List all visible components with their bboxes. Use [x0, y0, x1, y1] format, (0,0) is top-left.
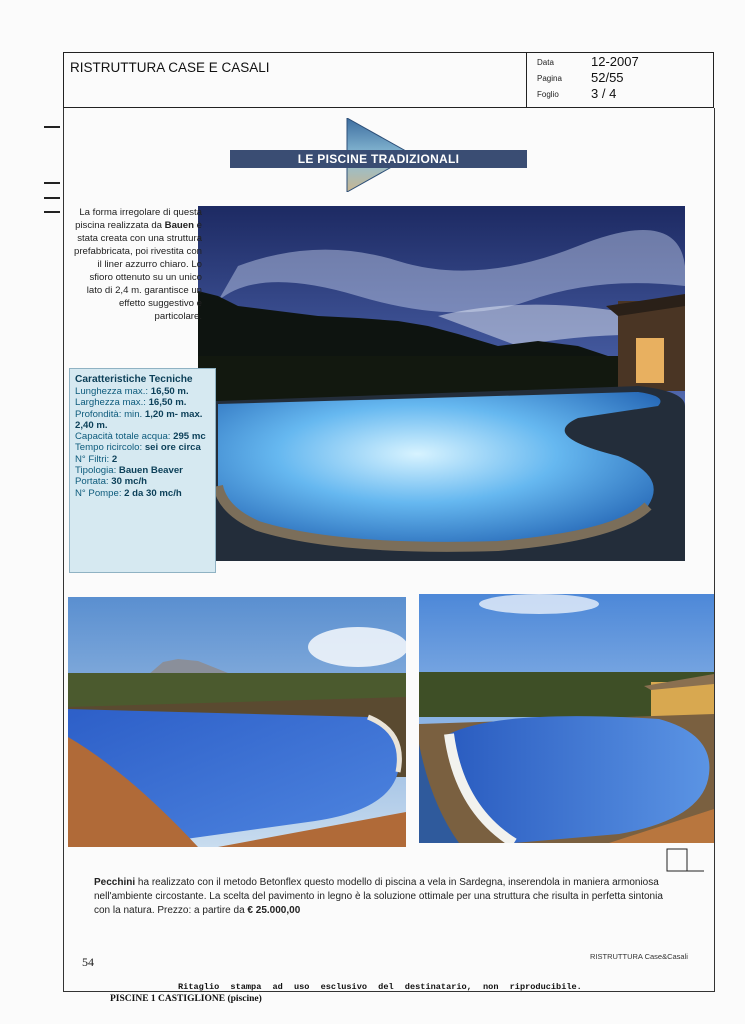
spec-row — [75, 386, 211, 397]
spec-label: Portata: — [75, 476, 112, 488]
spec-label: Tipologia: — [75, 465, 119, 477]
corner-box-mark — [666, 848, 706, 880]
page-number: 54 — [82, 955, 94, 969]
main-pool-photo — [198, 206, 685, 561]
margin-mark — [44, 211, 60, 213]
spec-row — [75, 454, 211, 465]
header-divider — [526, 52, 527, 108]
spec-label: Tempo ricircolo: — [75, 442, 145, 454]
spec-label: Larghezza max.: — [75, 397, 149, 409]
spec-row — [75, 465, 211, 476]
date-label: Data — [537, 58, 554, 67]
spec-row — [75, 442, 211, 453]
spec-label: N° Filtri: — [75, 453, 112, 465]
spec-label: Capacità totale acqua: — [75, 431, 174, 443]
caption-brand: Pecchini — [94, 877, 136, 888]
photo-caption — [94, 876, 664, 918]
spec-row — [75, 488, 211, 499]
magazine-name: RISTRUTTURA Case&Casali — [590, 952, 688, 961]
caption-price: € 25.000,00 — [247, 905, 301, 916]
spec-label: Lunghezza max.: — [75, 386, 151, 397]
page-label: Pagina — [537, 74, 562, 83]
spec-value: 16,50 m. — [148, 397, 187, 409]
intro-text-before: La forma irregolare di questa piscina realizzata da — [75, 207, 202, 231]
publication-name: RISTRUTTURA CASE E CASALI — [70, 60, 270, 75]
spec-value: 30 mc/h — [111, 476, 147, 488]
sheet-value: 3 / 4 — [591, 86, 617, 101]
specs-box — [69, 368, 216, 573]
frame-left-line — [63, 108, 64, 992]
caption-text: ha realizzato con il metodo Betonflex questo modello di piscina a vela in Sardegna, inserendola in maniera armoniosa nell'ambiente circostante. La scelta del pavimento in legno è la soluzione ottimale per una struttura che risulta in perfetta sintonia con la natura. Prezzo: a partire da — [94, 877, 663, 916]
spec-value: 295 mc — [173, 431, 206, 443]
client-reference: PISCINE 1 CASTIGLIONE (piscine) — [110, 994, 262, 1004]
margin-mark — [44, 197, 60, 199]
margin-mark — [44, 126, 60, 128]
sardinia-pool-photo-left — [68, 597, 406, 847]
spec-value: sei ore circa — [144, 442, 201, 454]
intro-paragraph — [73, 206, 202, 323]
intro-brand: Bauen — [164, 220, 194, 231]
section-banner: LE PISCINE TRADIZIONALI — [230, 150, 527, 168]
spec-value: 16,50 m. — [150, 386, 189, 397]
page-value: 52/55 — [591, 70, 624, 85]
sheet-label: Foglio — [537, 90, 559, 99]
specs-title: Caratteristiche Tecniche — [75, 374, 193, 385]
date-value: 12-2007 — [591, 54, 639, 69]
spec-row — [75, 431, 211, 442]
intro-text-after: è stata creata con una struttura prefabbricata, poi rivestita con il liner azzurro chiaro. Lo sfioro ottenuto su un unico lato di 2,4 m. garantisce un effetto suggestivo e particolare. — [74, 220, 202, 322]
spec-value: 2 da 30 mc/h — [124, 487, 182, 499]
spec-value: 1,20 m- max. 2,40 m. — [75, 408, 203, 431]
copyright-notice: Ritaglio stampa ad uso esclusivo del destinatario, non riproducibile. — [178, 982, 582, 992]
spec-label: N° Pompe: — [75, 487, 125, 499]
frame-right-line — [714, 108, 715, 992]
margin-mark — [44, 182, 60, 184]
spec-row — [75, 397, 211, 408]
spec-value: 2 — [111, 453, 118, 465]
spec-row — [75, 476, 211, 487]
sardinia-pool-photo-right — [419, 594, 714, 843]
spec-label: Profondità: min. — [75, 408, 145, 420]
spec-row — [75, 409, 211, 432]
spec-value: Bauen Beaver — [118, 465, 183, 477]
